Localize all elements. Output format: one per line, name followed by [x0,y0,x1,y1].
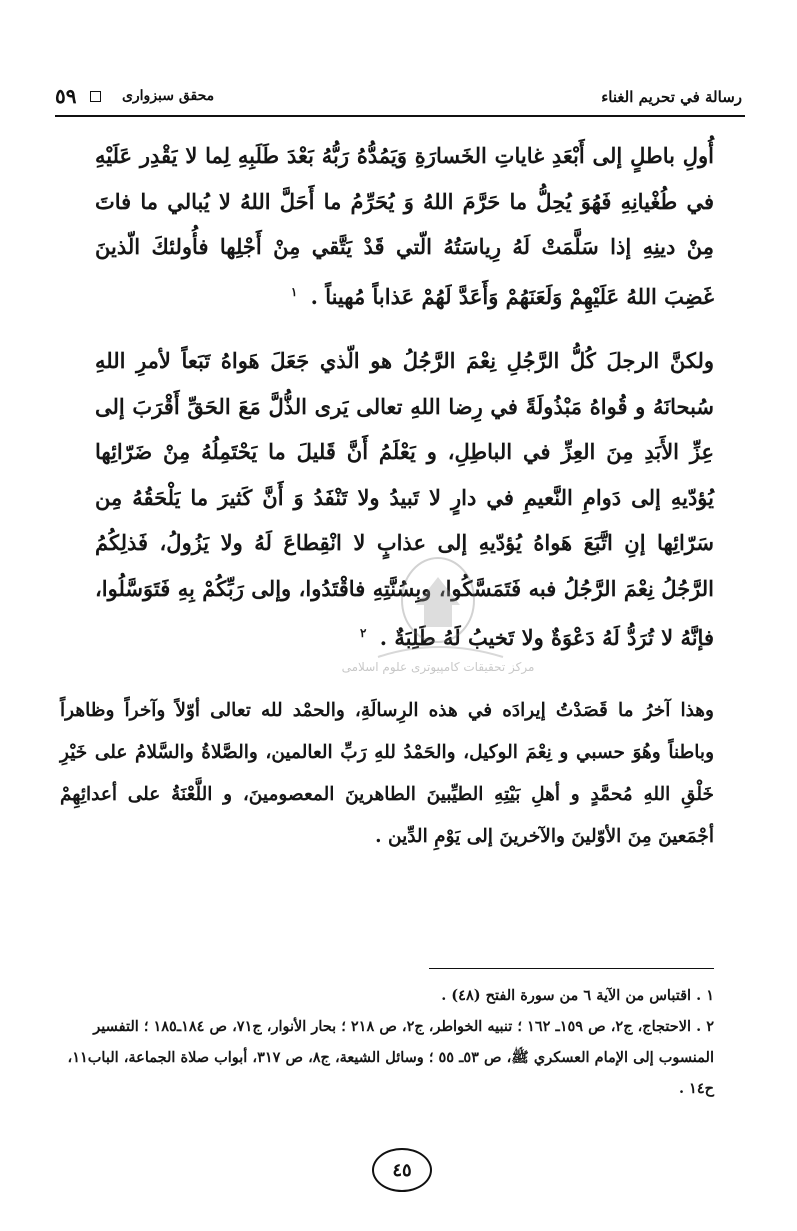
body-paragraph-3 [60,690,714,858]
footnote-rule [429,968,714,969]
page-number-circle [372,1148,432,1192]
footnote-ref-1: ١ [290,284,298,299]
watermark-text: مرکز تحقیقات کامپیوتری علوم اسلامی [341,660,535,674]
page-number: ٤٥ [392,1159,412,1181]
header-page-number: ٥٩ [55,84,77,108]
square-icon [90,91,101,102]
footnote-1: ١ . اقتباس من الآية ٦ من سورة الفتح (٤٨) . [441,987,714,1004]
paragraph-3-text: وهذا آخرُ ما قَصَدْتُ إيرادَه في هذه الرِسالَةِ، والحمْد لله تعالى أوّلاً وآخراً وظاهراً وباطناً وهُوَ حسبي و نِعْمَ الوكيل، والحَمْدُ للهِ رَبِّ العالمين، والصَّلاةُ والسَّلامُ على خَيْرِ خَلْقِ اللهِ مُحمَّدٍ و أهلِ بَيْتِهِ الطيِّبينَ الطاهرينَ المعصومينَ، و اللَّعْنَةُ على أعدائِهِمْ أجْمَعينَ مِنَ الأوّلينَ والآخرينَ إلى يَوْمِ الدِّين . [60,700,714,847]
paragraph-2-text: ولكنَّ الرجلَ كُلُّ الرَّجُلِ نِعْمَ الرَّجُلُ هو الّذي جَعَلَ هَواهُ تَبَعاً لأمرِ اللهِ سُبحانَهُ و قُواهُ مَبْذُولَةً في رِضا اللهِ تعالى يَرى الذُّلَّ مَعَ الحَقِّ أَقْرَبَ إلى عِزِّ الأَبَدِ مِنَ العِزِّ في الباطِلِ، و يَعْلَمُ أَنَّ قَليلَ ما يَحْتَمِلُهُ مِنْ ضَرّائِها يُؤدّيهِ إلى دَوامِ النَّعيمِ في دارٍ لا تَبيدُ ولا تَنْفَدُ وَ أَنَّ كَثيرَ ما يَلْحَقُهُ مِن سَرّائِها إنِ اتَّبَعَ هَواهُ يُؤدّيهِ إلى عذابٍ لا انْقِطاعَ لَهُ ولا يَزُولُ، فَذلِكُمُ الرَّجُلُ نِعْمَ الرَّجُلُ فبه فَتَمَسَّكُوا، وبِسُنَّتِهِ فاقْتَدُوا، وإلى رَبِّكُمْ بِهِ فَتَوَسَّلُوا، فإنَّهُ لا تُرَدُّ لَهُ دَعْوَةٌ ولا تَخيبُ لَهُ طَلِبَةٌ . [95,348,714,650]
footnote-2: ٢ . الاحتجاج، ج٢، ص ١٥٩ـ ١٦٢ ؛ تنبيه الخواطر، ج٢، ص ٢١٨ ؛ بحار الأنوار، ج٧١، ص ١٨٤ـ١٨٥ ؛ التفسير المنسوب إلى الإمام العسكري ﷺ، ص ٥٣ـ ٥٥ ؛ وسائل الشيعة، ج٨، ص ٣١٧، أبواب صلاة الجماعة، الباب١١، ح١٤ . [67,1018,714,1097]
body-paragraph-1 [95,133,714,319]
paragraph-1-text: أُولِ باطلٍ إلى أَبْعَدِ غاياتِ الخَسارَةِ وَيَمُدُّهُ رَبُّهُ بَعْدَ طَلَبِهِ لِما لا يَقْدِر عَلَيْهِ في طُغْيانِهِ فَهُوَ يُحِلُّ ما حَرَّمَ اللهُ وَ يُحَرِّمُ ما أَحَلَّ اللهُ لا يُبالي ما فاتَ مِنْ دينِهِ إذا سَلَّمَتْ لَهُ رِياسَتُهُ الّتي قَدْ يَتَّقي مِنْ أَجْلِها فأُولئكَ الّذينَ غَضِبَ اللهُ عَلَيْهِمْ وَلَعَنَهُمْ وَأَعَدَّ لَهُمْ عَذاباً مُهيناً . [95,143,714,309]
header-author-page [55,84,214,108]
header-rule [55,115,745,117]
footnote-ref-2: ٢ [360,626,367,640]
footnotes [45,980,714,1104]
header-author: محقق سبزواری [121,88,215,104]
running-header [55,80,742,114]
watermark-stamp-icon [338,545,538,680]
header-title: رسالة في تحريم الغناء [601,88,742,106]
